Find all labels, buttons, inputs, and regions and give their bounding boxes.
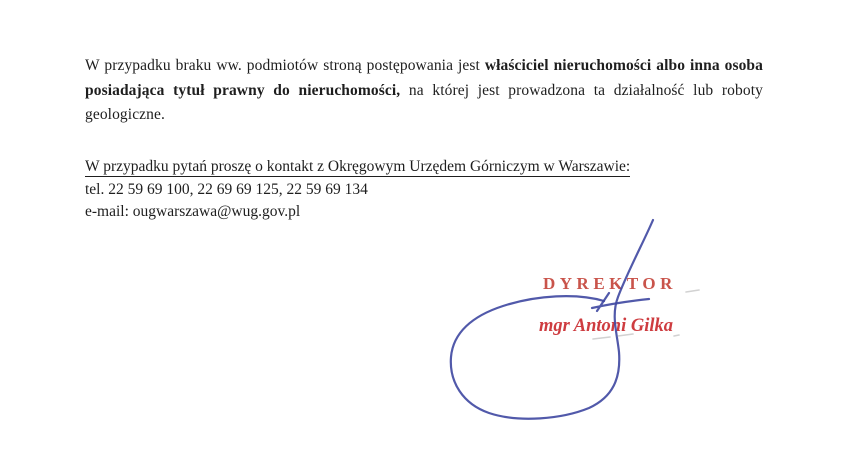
intro-text-normal-2: na której jest prowadzona ta działalność lub roboty geologiczne. bbox=[85, 81, 763, 123]
stamp-signer-name: mgr Antoni Gilka bbox=[539, 316, 673, 336]
signature-ink-crossbar bbox=[592, 293, 649, 311]
contact-heading-line bbox=[85, 156, 775, 179]
signature-area bbox=[430, 200, 710, 450]
contact-heading: W przypadku pytań proszę o kontakt z Okręgowym Urzędem Górniczym w Warszawie: bbox=[85, 158, 631, 175]
contact-phone: tel. 22 59 69 100, 22 69 69 125, 22 59 69 134 bbox=[85, 180, 368, 198]
stamp-director-title: DYREKTOR bbox=[543, 274, 677, 293]
intro-paragraph bbox=[85, 54, 763, 128]
intro-text-normal-1: W przypadku braku ww. podmiotów stroną postępowania jest bbox=[85, 57, 485, 74]
contact-email: e-mail: ougwarszawa@wug.gov.pl bbox=[85, 203, 301, 220]
intro-text-bold: właściciel nieruchomości albo inna osoba posiadająca tytuł prawny do nieruchomości, bbox=[85, 57, 764, 99]
